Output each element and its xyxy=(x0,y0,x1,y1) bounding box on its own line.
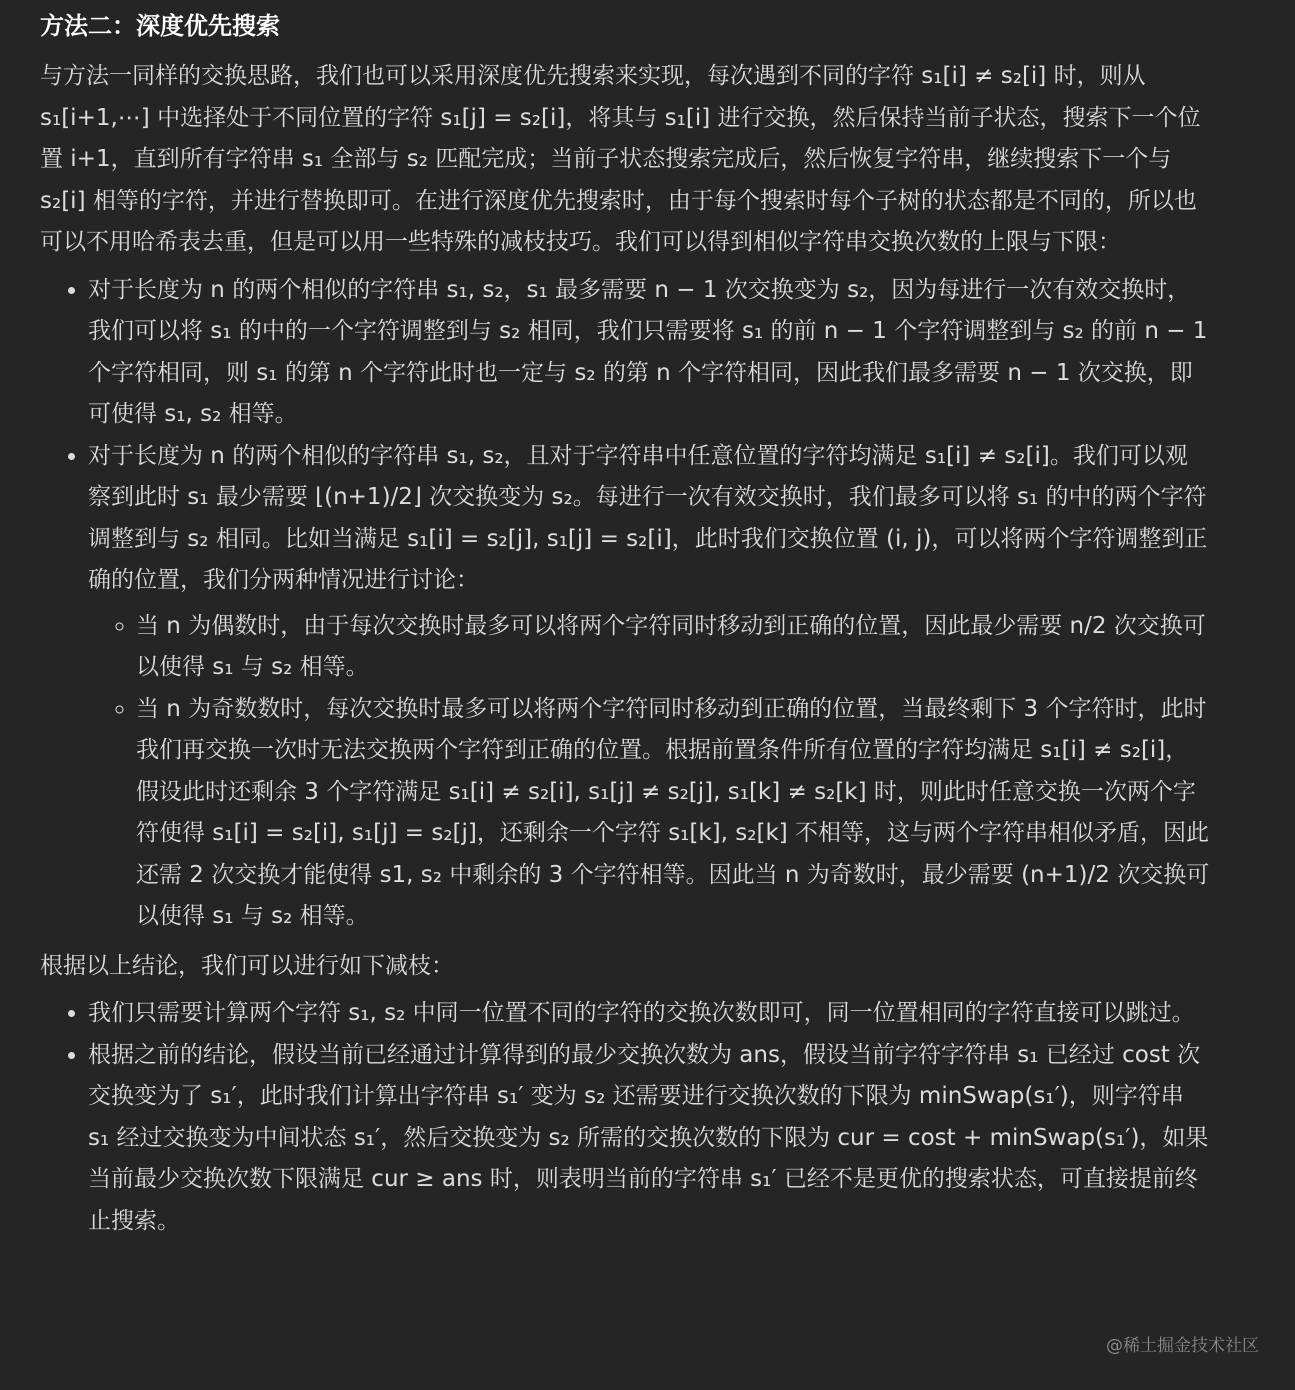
bounds-list xyxy=(40,270,1210,938)
article-body xyxy=(40,0,1210,1242)
prune-skip-item: • 我们只需要计算两个字符 s₁, s₂ 中同一位置不同的字符的交换次数即可，同一位置相同的字符直接可以跳过。 xyxy=(88,993,1210,1035)
intro-paragraph: 与方法一同样的交换思路，我们也可以采用深度优先搜索来实现，每次遇到不同的字符 s₁[i] ≠ s₂[i] 时，则从 s₁[i+1,⋯] 中选择处于不同位置的字符 s₁[j] = s₂[i]，将其与 s₁[i] 进行交换，然后保持当前子状态，搜索下一个位置 i+1，直到所有字符串 s₁ 全部与 s₂ 匹配完成；当前子状态搜索完成后，然后恢复字符串，继续搜索下一个与 s₂[i] 相等的字符，并进行替换即可。在进行深度优先搜索时，由于每个搜索时每个子树的状态都是不同的，所以也可以不用哈希表去重，但是可以用一些特殊的减枝技巧。我们可以得到相似字符串交换次数的上限与下限： xyxy=(40,63,1201,255)
lower-bound-text: 对于长度为 n 的两个相似的字符串 s₁, s₂，且对于字符串中任意位置的字符均满足 s₁[i] ≠ s₂[i]。我们可以观察到此时 s₁ 最少需要 ⌊(n+1)/2⌋ 次交换变为 s₂。每进行一次有效交换时，我们最多可以将 s₁ 的中的两个字符调整到与 s₂ 相同。比如当满足 s₁[i] = s₂[j], s₁[j] = s₂[i]，此时我们交换位置 (i, j)，可以将两个字符调整到正确的位置，我们分两种情况进行讨论： xyxy=(88,442,1208,593)
even-case-item: ◦ 当 n 为偶数时，由于每次交换时最多可以将两个字符同时移动到正确的位置，因此最少需要 n/2 次交换可以使得 s₁ 与 s₂ 相等。 xyxy=(136,606,1210,689)
lower-bound-item xyxy=(88,436,1210,938)
section-heading: 方法二：深度优先搜索 xyxy=(40,12,280,40)
upper-bound-item: • 对于长度为 n 的两个相似的字符串 s₁, s₂，s₁ 最多需要 n − 1 次交换变为 s₂，因为每进行一次有效交换时，我们可以将 s₁ 的中的一个字符调整到与 s₂ 相同，我们只需要将 s₁ 的前 n − 1 个字符调整到与 s₂ 的前 n − 1 个字符相同，则 s₁ 的第 n 个字符此时也一定与 s₂ 的第 n 个字符相同，因此我们最多需要 n − 1 次交换，即可使得 s₁, s₂ 相等。 xyxy=(88,270,1210,436)
odd-case-item: ◦ 当 n 为奇数数时，每次交换时最多可以将两个字符同时移动到正确的位置，当最终剩下 3 个字符时，此时我们再交换一次时无法交换两个字符到正确的位置。根据前置条件所有位置的字符均满足 s₁[i] ≠ s₂[i]，假设此时还剩余 3 个字符满足 s₁[i] ≠ s₂[i], s₁[j] ≠ s₂[j], s₁[k] ≠ s₂[k] 时，则此时任意交换一次两个字符使得 s₁[i] = s₂[i], s₁[j] = s₂[j]，还剩余一个字符 s₁[k], s₂[k] 不相等，这与两个字符串相似矛盾，因此还需 2 次交换才能使得 s1, s₂ 中剩余的 3 个字符相等。因此当 n 为奇数时，最少需要 (n+1)/2 次交换可以使得 s₁ 与 s₂ 相等。 xyxy=(136,689,1210,938)
prune-intro-paragraph: 根据以上结论，我们可以进行如下减枝： xyxy=(40,952,454,979)
case-list xyxy=(88,606,1210,938)
site-watermark: @稀土掘金技术社区 xyxy=(1106,1336,1259,1356)
prune-list xyxy=(40,993,1210,1242)
prune-bound-item: • 根据之前的结论，假设当前已经通过计算得到的最少交换次数为 ans，假设当前字符字符串 s₁ 已经过 cost 次交换变为了 s₁′，此时我们计算出字符串 s₁′ 变为 s₂ 还需要进行交换次数的下限为 minSwap(s₁′)，则字符串 s₁ 经过交换变为中间状态 s₁′，然后交换变为 s₂ 所需的交换次数的下限为 cur = cost + minSwap(s₁′)，如果当前最少交换次数下限满足 cur ≥ ans 时，则表明当前的字符串 s₁′ 已经不是更优的搜索状态，可直接提前终止搜索。 xyxy=(88,1035,1210,1243)
